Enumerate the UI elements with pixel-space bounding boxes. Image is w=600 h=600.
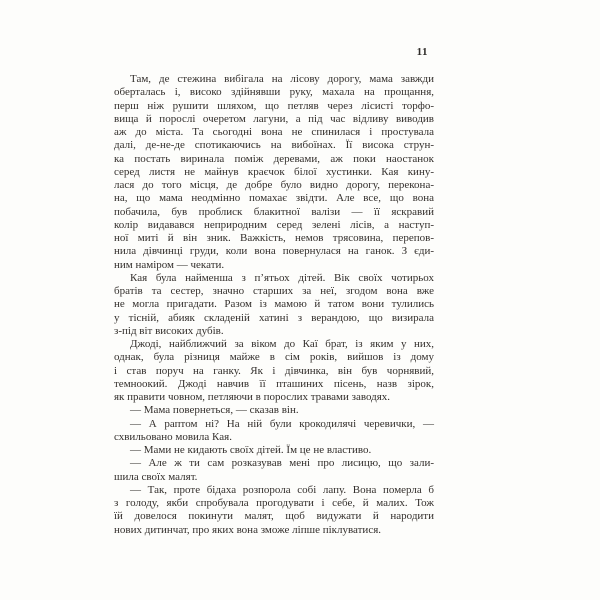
text-line: ка постать виринала поміж деревами, аж поки наостанок (114, 152, 434, 165)
text-line: нила дівчинці груди, коли вона повернулася на ганок. З єди- (114, 245, 434, 258)
text-line: нових дитинчат, про яких вона зможе ліпше піклуватися. (114, 523, 382, 536)
text-block (114, 73, 434, 537)
text-line: — А раптом ні? На ній були крокодилячі черевички, — (130, 417, 434, 430)
text-line: — Мами не кидають своїх дітей. Їм це не властиво. (130, 444, 372, 456)
text-line: ної миті й він зник. Важкість, немов трясовина, перепов- (114, 232, 434, 244)
text-line: Кая була найменша з п’ятьох дітей. Вік своїх чотирьох (130, 271, 434, 284)
text-line: — Так, проте бідаха розпорола собі лапу. Вона померла б (130, 483, 434, 496)
text-line: з-під віт високих дубів. (114, 324, 224, 337)
text-line: серед листя не майнув краєчок білої хустинки. Кая кину- (114, 165, 434, 178)
text-line: і став поруч на ганку. Як і дівчинка, він був чорнявий, (114, 364, 434, 377)
text-line: як правити човном, петляючи в порослих травами заводях. (114, 391, 391, 403)
text-line: ним наміром — чекати. (114, 258, 225, 271)
text-line: Джоді, найближчий за віком до Каї брат, із яким у них, (130, 338, 434, 350)
text-line: побачила, був проблиск блакитної валізи — її яскравий (114, 205, 434, 218)
text-line: оберталась і, високо здійнявши руку, махала на прощання, (114, 86, 434, 99)
text-line: схвильовано мовила Кая. (114, 430, 232, 443)
text-line: шила своїх малят. (114, 470, 198, 483)
page-number: 11 (416, 46, 428, 58)
text-line: братів та сестер, значно старших за неї, згодом вона вже (114, 285, 434, 297)
text-line: аж до міста. Та сьогодні вона не спинилася і простувала (114, 126, 434, 138)
text-line: темноокий. Джоді навчив її пташиних пісень, назв зірок, (114, 377, 434, 390)
text-line: з голоду, якби спробувала прогодувати і себе, й малих. Тож (114, 497, 434, 509)
text-line: лася до того місця, де добре було видно дорогу, перекона- (114, 179, 434, 191)
text-line: — Мама повернеться, — сказав він. (130, 404, 299, 417)
text-line: у тісній, абияк складеній хатині з верандою, що визирала (114, 311, 434, 324)
text-line: їй довелося покинути малят, щоб видужати й народити (114, 510, 434, 523)
text-line: однак, була різниця майже в сім років, вийшов із дому (114, 351, 434, 364)
text-line: колір видавався неприродним серед зелені лісів, а наступ- (114, 218, 434, 231)
text-line: далі, де-не-де спотикаючись на вибоїнах. Її висока струн- (114, 139, 434, 152)
text-line: на, що мама неодмінно помахає звідти. Але все, що вона (114, 192, 434, 205)
text-line: не могла пригадати. Разом із мамою й татом вони тулились (114, 298, 434, 311)
text-line: вища й порослі очеретом лагуни, а під час відливу виводив (114, 112, 434, 125)
text-line: Там, де стежина вибігала на лісову дорогу, мама завжди (130, 73, 434, 85)
text-line: — Але ж ти сам розказував мені про лисицю, що зали- (130, 457, 434, 470)
text-line: перш ніж рушити шляхом, що петляв через лісисті торфо- (114, 99, 434, 112)
